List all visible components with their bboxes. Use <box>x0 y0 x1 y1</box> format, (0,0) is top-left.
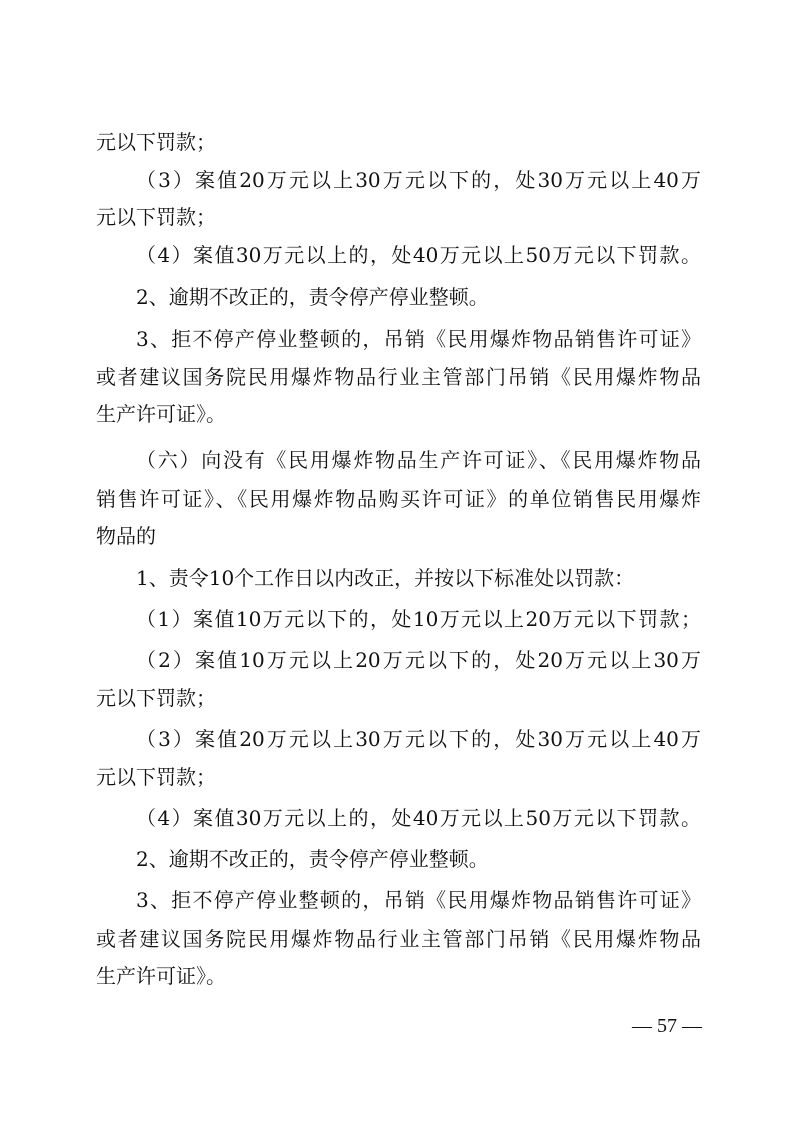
text-line: 生产许可证》。 <box>96 964 226 988</box>
text-line: （2）案值10万元以上20万元以下的，处20万元以上30万 <box>136 648 701 672</box>
text-line: （4）案值30万元以上的，处40万元以上50万元以下罚款。 <box>136 243 701 267</box>
text-line: 元以下罚款； <box>96 130 216 154</box>
text-line: 1、责令10个工作日以内改正，并按以下标准处以罚款： <box>136 566 635 590</box>
text-line: （4）案值30万元以上的，处40万元以上50万元以下罚款。 <box>136 806 701 830</box>
text-line: 3、拒不停产停业整顿的，吊销《民用爆炸物品销售许可证》 <box>136 888 701 912</box>
text-line: （3）案值20万元以上30万元以下的，处30万元以上40万 <box>136 727 701 751</box>
text-line: 或者建议国务院民用爆炸物品行业主管部门吊销《民用爆炸物品 <box>96 365 701 389</box>
text-line: 或者建议国务院民用爆炸物品行业主管部门吊销《民用爆炸物品 <box>96 927 701 951</box>
text-line: 元以下罚款； <box>96 686 216 710</box>
text-line: （六）向没有《民用爆炸物品生产许可证》、《民用爆炸物品 <box>136 448 701 472</box>
text-line: （1）案值10万元以下的，处10万元以上20万元以下罚款； <box>136 607 701 631</box>
text-line: 3、拒不停产停业整顿的，吊销《民用爆炸物品销售许可证》 <box>136 327 701 351</box>
text-line: 物品的 <box>96 524 156 548</box>
text-line: 2、逾期不改正的，责令停产停业整顿。 <box>136 847 489 871</box>
page-number: — 57 — <box>632 1015 702 1037</box>
text-line: 销售许可证》、《民用爆炸物品购买许可证》的单位销售民用爆炸 <box>96 487 701 511</box>
text-line: （3）案值20万元以上30万元以下的，处30万元以上40万 <box>136 168 701 192</box>
text-line: 元以下罚款； <box>96 205 216 229</box>
text-line: 2、逾期不改正的，责令停产停业整顿。 <box>136 285 489 309</box>
text-line: 生产许可证》。 <box>96 402 226 426</box>
text-line: 元以下罚款； <box>96 765 216 789</box>
